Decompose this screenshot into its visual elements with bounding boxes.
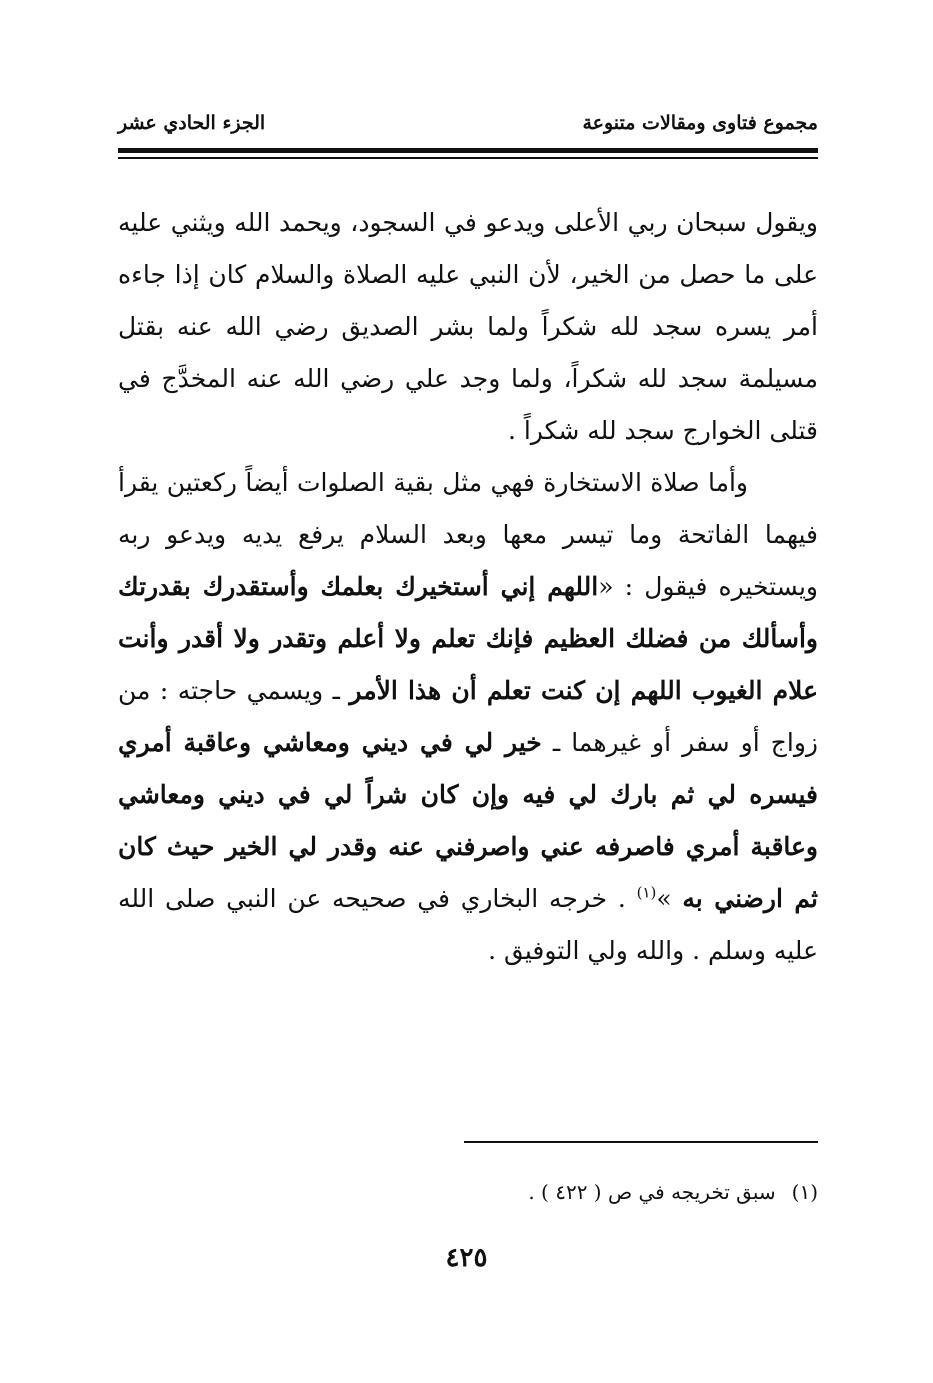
footnote-separator bbox=[464, 1141, 818, 1143]
dua-close-quote: » bbox=[656, 884, 683, 913]
page-number: ٤٢٥ bbox=[445, 1243, 488, 1273]
footnote-marker: (١) bbox=[791, 1180, 818, 1204]
dua-text-part1: اللهم إني أستخيرك بعلمك وأستقدرك بقدرتك وأسألك من فضلك العظيم فإنك تعلم ولا أعلم وتقدر ولا أقدر وأنت علام الغيوب اللهم إن كنت تعلم أن هذا الأمر bbox=[118, 572, 818, 705]
main-text bbox=[118, 197, 818, 977]
book-title: مجموع فتاوى ومقالات متنوعة bbox=[582, 112, 818, 134]
footnote-reference: (١) bbox=[636, 883, 657, 902]
dua-text-part2: خير لي في ديني ومعاشي وعاقبة أمري فيسره لي ثم بارك لي فيه وإن كان شراً لي في ديني ومعاشي وعاقبة أمري فاصرفه عني واصرفني عنه وقدر لي الخير حيث كان ثم ارضني به bbox=[118, 728, 818, 913]
paragraph-sujud-shukr: ويقول سبحان ربي الأعلى ويدعو في السجود، ويحمد الله ويثني عليه على ما حصل من الخير، لأن النبي عليه الصلاة والسلام كان إذا جاءه أمر يسره سجد لله شكراً ولما بشر الصديق رضي الله عنه بقتل مسيلمة سجد لله شكراً، ولما وجد علي رضي الله عنه المخدَّج في قتلى الخوارج سجد لله شكراً . bbox=[118, 208, 818, 445]
running-header bbox=[118, 112, 818, 146]
header-rule-thin bbox=[118, 157, 818, 159]
footnote-text: سبق تخريجه في ص ( ٤٢٢ ) . bbox=[528, 1180, 776, 1204]
istikhara-intro: وأما صلاة الاستخارة فهي مثل بقية الصلوات أيضاً ركعتين يقرأ فيهما الفاتحة وما تيسر معها وبعد السلام يرفع يديه ويدعو ربه ويستخيره فيقول : « bbox=[118, 468, 818, 601]
volume-label: الجزء الحادي عشر bbox=[118, 112, 266, 134]
dua-aside: ـ ويسمي حاجته : من زواج أو سفر أو غيرهما ـ bbox=[118, 676, 818, 757]
header-rule-thick bbox=[118, 148, 818, 153]
footnote bbox=[528, 1180, 818, 1204]
istikhara-tail: . خرجه البخاري في صحيحه عن النبي صلى الله عليه وسلم . والله ولي التوفيق . bbox=[118, 884, 818, 965]
paragraph-istikhara bbox=[118, 457, 818, 977]
